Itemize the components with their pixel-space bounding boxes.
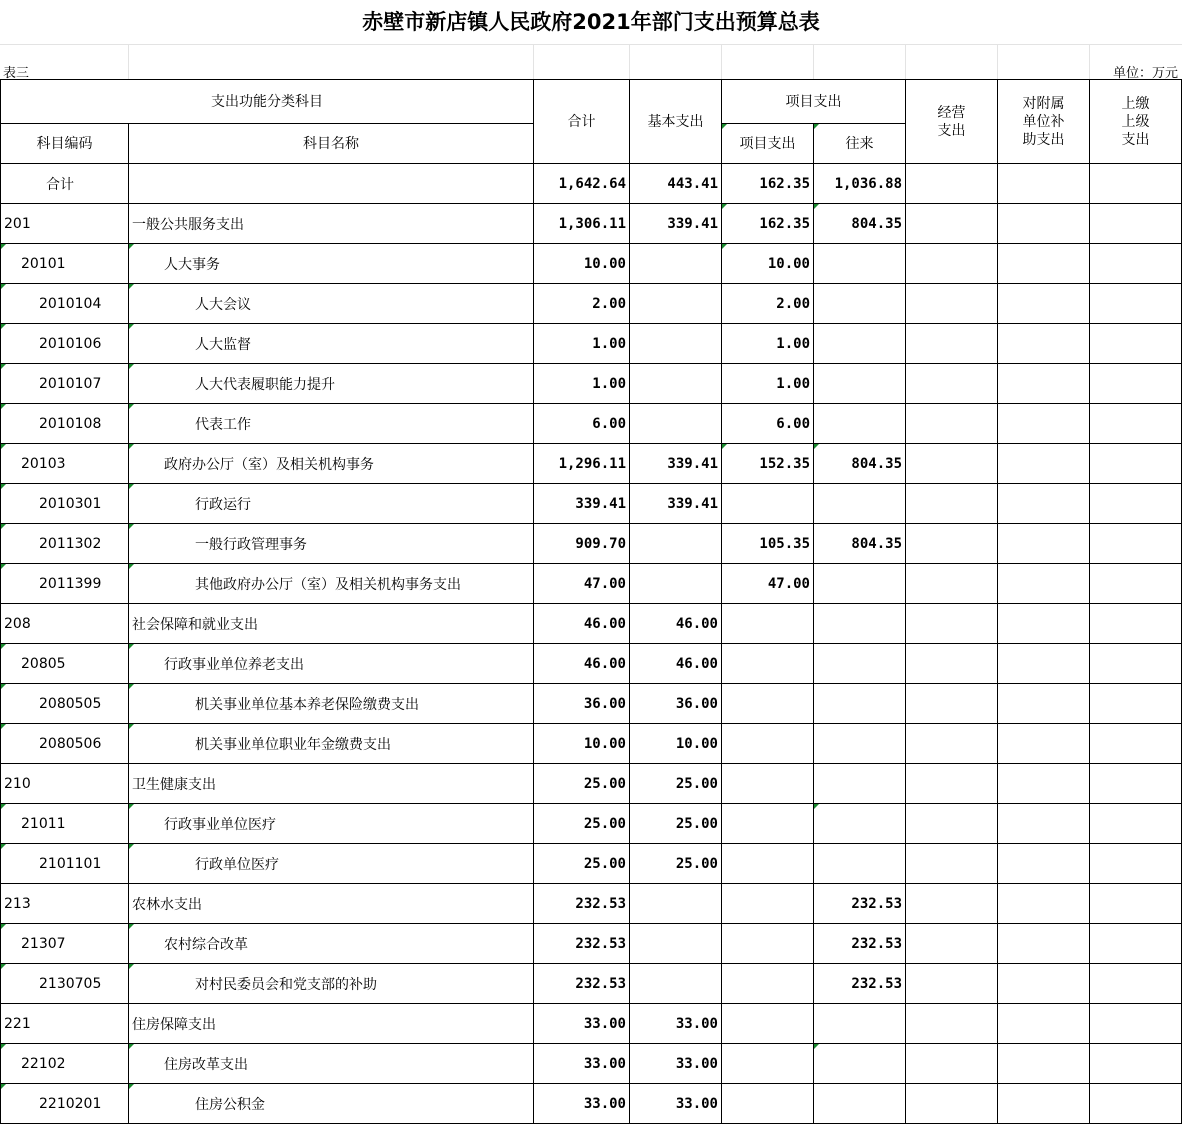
table-row bbox=[1, 964, 1182, 1004]
cell-total: 25.00 bbox=[534, 764, 630, 804]
cell-total: 1,642.64 bbox=[534, 164, 630, 204]
cell-empty bbox=[1090, 804, 1182, 844]
cell-project bbox=[722, 1004, 814, 1044]
table-row bbox=[1, 644, 1182, 684]
cell-basic: 25.00 bbox=[630, 844, 722, 884]
table-row bbox=[1, 164, 1182, 204]
table-row bbox=[1, 1004, 1182, 1044]
cell-empty bbox=[1090, 1004, 1182, 1044]
header-superior: 上缴上级支出 bbox=[1090, 80, 1182, 164]
cell-transfer bbox=[814, 284, 906, 324]
cell-empty bbox=[998, 964, 1090, 1004]
cell-project: 162.35 bbox=[722, 164, 814, 204]
cell-transfer: 804.35 bbox=[814, 444, 906, 484]
grid-line bbox=[533, 44, 534, 79]
cell-total: 10.00 bbox=[534, 244, 630, 284]
cell-transfer bbox=[814, 404, 906, 444]
cell-total: 25.00 bbox=[534, 804, 630, 844]
cell-code: 201 bbox=[1, 204, 129, 244]
cell-basic: 10.00 bbox=[630, 724, 722, 764]
cell-project: 2.00 bbox=[722, 284, 814, 324]
cell-total: 25.00 bbox=[534, 844, 630, 884]
cell-empty bbox=[906, 844, 998, 884]
cell-empty bbox=[998, 324, 1090, 364]
cell-name: 卫生健康支出 bbox=[129, 764, 534, 804]
budget-table bbox=[0, 79, 1182, 1124]
cell-transfer: 804.35 bbox=[814, 204, 906, 244]
cell-code: 2010301 bbox=[1, 484, 129, 524]
header-category: 支出功能分类科目 bbox=[1, 80, 534, 124]
cell-project: 6.00 bbox=[722, 404, 814, 444]
cell-empty bbox=[998, 564, 1090, 604]
cell-total: 6.00 bbox=[534, 404, 630, 444]
cell-total: 232.53 bbox=[534, 924, 630, 964]
cell-total: 33.00 bbox=[534, 1084, 630, 1124]
cell-code: 221 bbox=[1, 1004, 129, 1044]
table-row bbox=[1, 324, 1182, 364]
cell-transfer: 232.53 bbox=[814, 964, 906, 1004]
cell-project bbox=[722, 644, 814, 684]
cell-empty bbox=[998, 284, 1090, 324]
cell-empty bbox=[998, 644, 1090, 684]
cell-name: 人大会议 bbox=[129, 284, 534, 324]
cell-name: 行政运行 bbox=[129, 484, 534, 524]
cell-empty bbox=[906, 204, 998, 244]
cell-empty bbox=[906, 564, 998, 604]
header-project: 项目支出 bbox=[722, 124, 814, 164]
cell-basic bbox=[630, 324, 722, 364]
table-row bbox=[1, 884, 1182, 924]
cell-empty bbox=[906, 924, 998, 964]
page-title: 赤壁市新店镇人民政府2021年部门支出预算总表 bbox=[362, 10, 820, 34]
cell-empty bbox=[906, 404, 998, 444]
cell-transfer bbox=[814, 1084, 906, 1124]
cell-code: 2010107 bbox=[1, 364, 129, 404]
cell-basic: 46.00 bbox=[630, 644, 722, 684]
cell-empty bbox=[906, 604, 998, 644]
cell-basic bbox=[630, 884, 722, 924]
cell-transfer: 804.35 bbox=[814, 524, 906, 564]
cell-empty bbox=[906, 444, 998, 484]
header-project-group: 项目支出 bbox=[722, 80, 906, 124]
cell-basic bbox=[630, 244, 722, 284]
cell-project: 47.00 bbox=[722, 564, 814, 604]
cell-empty bbox=[906, 164, 998, 204]
cell-transfer bbox=[814, 844, 906, 884]
cell-empty bbox=[998, 924, 1090, 964]
cell-basic: 339.41 bbox=[630, 204, 722, 244]
cell-name: 农村综合改革 bbox=[129, 924, 534, 964]
cell-total: 1,306.11 bbox=[534, 204, 630, 244]
cell-name: 农林水支出 bbox=[129, 884, 534, 924]
cell-empty bbox=[906, 684, 998, 724]
cell-project bbox=[722, 1044, 814, 1084]
cell-name: 一般行政管理事务 bbox=[129, 524, 534, 564]
cell-empty bbox=[1090, 284, 1182, 324]
cell-empty bbox=[998, 164, 1090, 204]
cell-empty bbox=[1090, 764, 1182, 804]
grid-line bbox=[905, 44, 906, 79]
cell-code: 2101101 bbox=[1, 844, 129, 884]
cell-empty bbox=[1090, 1084, 1182, 1124]
cell-name: 行政单位医疗 bbox=[129, 844, 534, 884]
header-total: 合计 bbox=[534, 80, 630, 164]
table-row bbox=[1, 364, 1182, 404]
cell-project bbox=[722, 804, 814, 844]
cell-project bbox=[722, 724, 814, 764]
cell-name: 一般公共服务支出 bbox=[129, 204, 534, 244]
cell-project: 152.35 bbox=[722, 444, 814, 484]
cell-code: 2130705 bbox=[1, 964, 129, 1004]
cell-total: 232.53 bbox=[534, 884, 630, 924]
cell-project bbox=[722, 764, 814, 804]
cell-empty bbox=[1090, 684, 1182, 724]
cell-empty bbox=[906, 884, 998, 924]
cell-transfer bbox=[814, 364, 906, 404]
grid-line bbox=[1089, 44, 1090, 79]
cell-name: 住房保障支出 bbox=[129, 1004, 534, 1044]
cell-transfer bbox=[814, 484, 906, 524]
cell-code: 2080506 bbox=[1, 724, 129, 764]
cell-code: 20101 bbox=[1, 244, 129, 284]
table-row bbox=[1, 244, 1182, 284]
cell-transfer bbox=[814, 244, 906, 284]
cell-code: 2011302 bbox=[1, 524, 129, 564]
cell-transfer bbox=[814, 764, 906, 804]
title-row bbox=[0, 0, 1182, 45]
cell-empty bbox=[1090, 924, 1182, 964]
cell-basic: 339.41 bbox=[630, 484, 722, 524]
cell-project bbox=[722, 1084, 814, 1124]
cell-name: 其他政府办公厅（室）及相关机构事务支出 bbox=[129, 564, 534, 604]
cell-empty bbox=[906, 1004, 998, 1044]
cell-basic bbox=[630, 284, 722, 324]
grid-line bbox=[997, 44, 998, 79]
cell-total: 1,296.11 bbox=[534, 444, 630, 484]
cell-empty bbox=[998, 684, 1090, 724]
cell-empty bbox=[906, 764, 998, 804]
cell-empty bbox=[1090, 604, 1182, 644]
cell-project: 162.35 bbox=[722, 204, 814, 244]
cell-name: 人大事务 bbox=[129, 244, 534, 284]
table-row bbox=[1, 564, 1182, 604]
table-row bbox=[1, 204, 1182, 244]
table-row bbox=[1, 804, 1182, 844]
header-row-1 bbox=[1, 80, 1182, 124]
cell-transfer: 232.53 bbox=[814, 924, 906, 964]
cell-basic: 33.00 bbox=[630, 1044, 722, 1084]
cell-empty bbox=[998, 1084, 1090, 1124]
cell-empty bbox=[998, 244, 1090, 284]
cell-transfer bbox=[814, 644, 906, 684]
cell-empty bbox=[1090, 244, 1182, 284]
cell-name: 对村民委员会和党支部的补助 bbox=[129, 964, 534, 1004]
cell-basic bbox=[630, 404, 722, 444]
cell-empty bbox=[1090, 524, 1182, 564]
table-row bbox=[1, 844, 1182, 884]
cell-project: 10.00 bbox=[722, 244, 814, 284]
cell-transfer bbox=[814, 1004, 906, 1044]
cell-code: 合计 bbox=[1, 164, 129, 204]
header-code: 科目编码 bbox=[1, 124, 129, 164]
cell-name bbox=[129, 164, 534, 204]
cell-transfer bbox=[814, 1044, 906, 1084]
cell-project bbox=[722, 884, 814, 924]
cell-empty bbox=[998, 764, 1090, 804]
cell-code: 213 bbox=[1, 884, 129, 924]
cell-empty bbox=[906, 644, 998, 684]
cell-empty bbox=[1090, 324, 1182, 364]
cell-code: 210 bbox=[1, 764, 129, 804]
cell-total: 2.00 bbox=[534, 284, 630, 324]
cell-empty bbox=[906, 964, 998, 1004]
cell-transfer bbox=[814, 804, 906, 844]
cell-empty bbox=[906, 484, 998, 524]
cell-basic bbox=[630, 964, 722, 1004]
cell-empty bbox=[998, 364, 1090, 404]
table-row bbox=[1, 724, 1182, 764]
cell-code: 21307 bbox=[1, 924, 129, 964]
cell-basic: 339.41 bbox=[630, 444, 722, 484]
cell-total: 909.70 bbox=[534, 524, 630, 564]
header-transfer: 往来 bbox=[814, 124, 906, 164]
cell-total: 232.53 bbox=[534, 964, 630, 1004]
cell-empty bbox=[1090, 1044, 1182, 1084]
table-row bbox=[1, 764, 1182, 804]
cell-empty bbox=[1090, 164, 1182, 204]
cell-empty bbox=[998, 604, 1090, 644]
cell-code: 2010104 bbox=[1, 284, 129, 324]
cell-total: 1.00 bbox=[534, 364, 630, 404]
table-row bbox=[1, 524, 1182, 564]
cell-name: 机关事业单位职业年金缴费支出 bbox=[129, 724, 534, 764]
cell-code: 2080505 bbox=[1, 684, 129, 724]
cell-empty bbox=[906, 324, 998, 364]
cell-basic: 443.41 bbox=[630, 164, 722, 204]
cell-empty bbox=[998, 724, 1090, 764]
header-basic: 基本支出 bbox=[630, 80, 722, 164]
cell-code: 20805 bbox=[1, 644, 129, 684]
table-row bbox=[1, 284, 1182, 324]
cell-name: 住房公积金 bbox=[129, 1084, 534, 1124]
cell-basic bbox=[630, 364, 722, 404]
unit-label: 单位：万元 bbox=[1112, 66, 1178, 81]
table-label: 表三 bbox=[3, 66, 30, 81]
cell-basic: 33.00 bbox=[630, 1084, 722, 1124]
cell-project: 105.35 bbox=[722, 524, 814, 564]
cell-name: 政府办公厅（室）及相关机构事务 bbox=[129, 444, 534, 484]
cell-total: 339.41 bbox=[534, 484, 630, 524]
cell-name: 行政事业单位养老支出 bbox=[129, 644, 534, 684]
cell-empty bbox=[1090, 484, 1182, 524]
grid-line bbox=[721, 44, 722, 79]
cell-empty bbox=[1090, 444, 1182, 484]
cell-basic: 25.00 bbox=[630, 804, 722, 844]
cell-empty bbox=[1090, 564, 1182, 604]
cell-basic: 46.00 bbox=[630, 604, 722, 644]
cell-total: 33.00 bbox=[534, 1004, 630, 1044]
cell-code: 208 bbox=[1, 604, 129, 644]
cell-empty bbox=[998, 404, 1090, 444]
cell-name: 人大监督 bbox=[129, 324, 534, 364]
cell-empty bbox=[1090, 644, 1182, 684]
cell-empty bbox=[906, 244, 998, 284]
cell-basic bbox=[630, 564, 722, 604]
table-row bbox=[1, 484, 1182, 524]
cell-code: 20103 bbox=[1, 444, 129, 484]
table-row bbox=[1, 1084, 1182, 1124]
cell-total: 46.00 bbox=[534, 604, 630, 644]
cell-empty bbox=[906, 724, 998, 764]
cell-empty bbox=[906, 284, 998, 324]
cell-empty bbox=[1090, 964, 1182, 1004]
cell-basic bbox=[630, 524, 722, 564]
cell-total: 1.00 bbox=[534, 324, 630, 364]
header-business: 经营支出 bbox=[906, 80, 998, 164]
cell-project: 1.00 bbox=[722, 364, 814, 404]
cell-total: 10.00 bbox=[534, 724, 630, 764]
cell-code: 2010108 bbox=[1, 404, 129, 444]
table-row bbox=[1, 684, 1182, 724]
cell-basic: 36.00 bbox=[630, 684, 722, 724]
cell-empty bbox=[1090, 204, 1182, 244]
cell-empty bbox=[906, 364, 998, 404]
cell-project bbox=[722, 924, 814, 964]
cell-name: 社会保障和就业支出 bbox=[129, 604, 534, 644]
cell-name: 人大代表履职能力提升 bbox=[129, 364, 534, 404]
cell-total: 47.00 bbox=[534, 564, 630, 604]
grid-line bbox=[813, 44, 814, 79]
cell-project bbox=[722, 684, 814, 724]
cell-transfer: 232.53 bbox=[814, 884, 906, 924]
cell-total: 46.00 bbox=[534, 644, 630, 684]
cell-name: 代表工作 bbox=[129, 404, 534, 444]
cell-code: 2010106 bbox=[1, 324, 129, 364]
cell-name: 行政事业单位医疗 bbox=[129, 804, 534, 844]
cell-transfer: 1,036.88 bbox=[814, 164, 906, 204]
cell-empty bbox=[998, 524, 1090, 564]
table-row bbox=[1, 604, 1182, 644]
grid-line bbox=[629, 44, 630, 79]
cell-empty bbox=[998, 1044, 1090, 1084]
cell-total: 33.00 bbox=[534, 1044, 630, 1084]
header-name: 科目名称 bbox=[129, 124, 534, 164]
cell-transfer bbox=[814, 564, 906, 604]
cell-empty bbox=[998, 1004, 1090, 1044]
cell-project bbox=[722, 484, 814, 524]
table-row bbox=[1, 1044, 1182, 1084]
cell-empty bbox=[1090, 844, 1182, 884]
table-row bbox=[1, 404, 1182, 444]
cell-code: 2210201 bbox=[1, 1084, 129, 1124]
cell-transfer bbox=[814, 324, 906, 364]
cell-empty bbox=[1090, 404, 1182, 444]
cell-project bbox=[722, 964, 814, 1004]
cell-project bbox=[722, 844, 814, 884]
cell-empty bbox=[998, 804, 1090, 844]
cell-code: 2011399 bbox=[1, 564, 129, 604]
cell-project bbox=[722, 604, 814, 644]
label-row bbox=[0, 44, 1182, 79]
cell-basic bbox=[630, 924, 722, 964]
table-row bbox=[1, 444, 1182, 484]
cell-empty bbox=[1090, 884, 1182, 924]
table-row bbox=[1, 924, 1182, 964]
cell-empty bbox=[998, 844, 1090, 884]
cell-empty bbox=[906, 1044, 998, 1084]
cell-empty bbox=[998, 884, 1090, 924]
cell-empty bbox=[906, 524, 998, 564]
cell-total: 36.00 bbox=[534, 684, 630, 724]
cell-name: 机关事业单位基本养老保险缴费支出 bbox=[129, 684, 534, 724]
cell-transfer bbox=[814, 724, 906, 764]
cell-transfer bbox=[814, 604, 906, 644]
cell-basic: 25.00 bbox=[630, 764, 722, 804]
cell-transfer bbox=[814, 684, 906, 724]
cell-empty bbox=[1090, 724, 1182, 764]
cell-code: 22102 bbox=[1, 1044, 129, 1084]
cell-empty bbox=[906, 1084, 998, 1124]
cell-empty bbox=[906, 804, 998, 844]
cell-empty bbox=[1090, 364, 1182, 404]
cell-name: 住房改革支出 bbox=[129, 1044, 534, 1084]
cell-project: 1.00 bbox=[722, 324, 814, 364]
cell-empty bbox=[998, 444, 1090, 484]
header-subsidiary: 对附属单位补助支出 bbox=[998, 80, 1090, 164]
cell-code: 21011 bbox=[1, 804, 129, 844]
cell-basic: 33.00 bbox=[630, 1004, 722, 1044]
cell-empty bbox=[998, 204, 1090, 244]
cell-empty bbox=[998, 484, 1090, 524]
grid-line bbox=[128, 44, 129, 79]
